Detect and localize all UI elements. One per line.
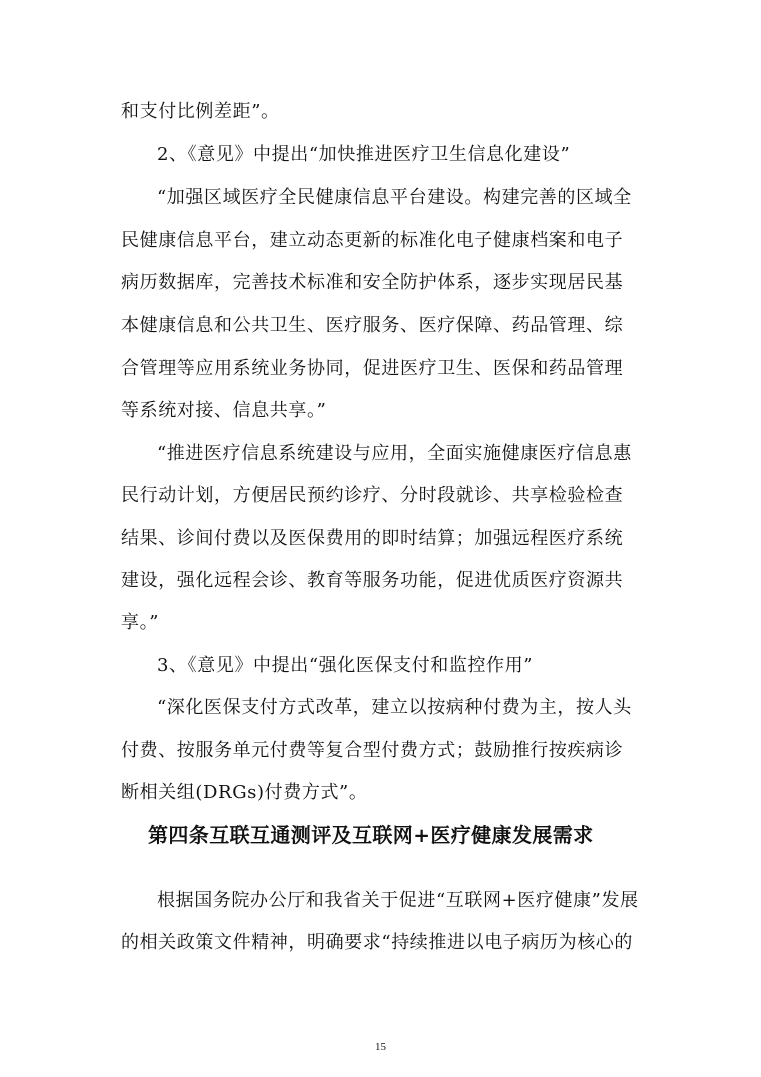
text-line: 结果、诊间付费以及医保费用的即时结算；加强远程医疗系统 xyxy=(121,528,624,549)
text-line: 病历数据库，完善技术标准和安全防护体系，逐步实现居民基 xyxy=(121,272,624,293)
text-line: 本健康信息和公共卫生、医疗服务、医疗保障、药品管理、综 xyxy=(121,315,624,336)
text-line: 民行动计划，方便居民预约诊疗、分时段就诊、共享检验检查 xyxy=(121,485,624,506)
text-line: 断相关组(DRGs)付费方式”。 xyxy=(121,782,368,803)
text-line: 合管理等应用系统业务协同，促进医疗卫生、医保和药品管理 xyxy=(121,358,624,379)
text-line: 享。” xyxy=(121,612,160,633)
text-line: 和支付比例差距”。 xyxy=(121,101,280,122)
text-line: 付费、按服务单元付费等复合型付费方式；鼓励推行按疾病诊 xyxy=(121,740,624,761)
page-number: 15 xyxy=(375,1041,386,1053)
quote-line: “加强区域医疗全民健康信息平台建设。构建完善的区域全 xyxy=(157,187,632,208)
text-line: 民健康信息平台，建立动态更新的标准化电子健康档案和电子 xyxy=(121,230,624,251)
text-line: 等系统对接、信息共享。” xyxy=(121,400,327,421)
quote-line: “推进医疗信息系统建设与应用，全面实施健康医疗信息惠 xyxy=(157,443,632,464)
paragraph-line: 的相关政策文件精神，明确要求“持续推进以电子病历为核心的 xyxy=(121,932,633,953)
text-line: 建设，强化远程会诊、教育等服务功能，促进优质医疗资源共 xyxy=(121,570,624,591)
quote-line: “深化医保支付方式改革，建立以按病种付费为主，按人头 xyxy=(157,697,632,718)
paragraph-line: 根据国务院办公厅和我省关于促进“互联网+医疗健康”发展 xyxy=(157,890,639,911)
section-heading: 第四条互联互通测评及互联网+医疗健康发展需求 xyxy=(148,823,594,847)
list-item-3: 3、《意见》中提出“强化医保支付和监控作用” xyxy=(157,655,534,676)
list-item-2: 2、《意见》中提出“加快推进医疗卫生信息化建设” xyxy=(157,144,571,165)
